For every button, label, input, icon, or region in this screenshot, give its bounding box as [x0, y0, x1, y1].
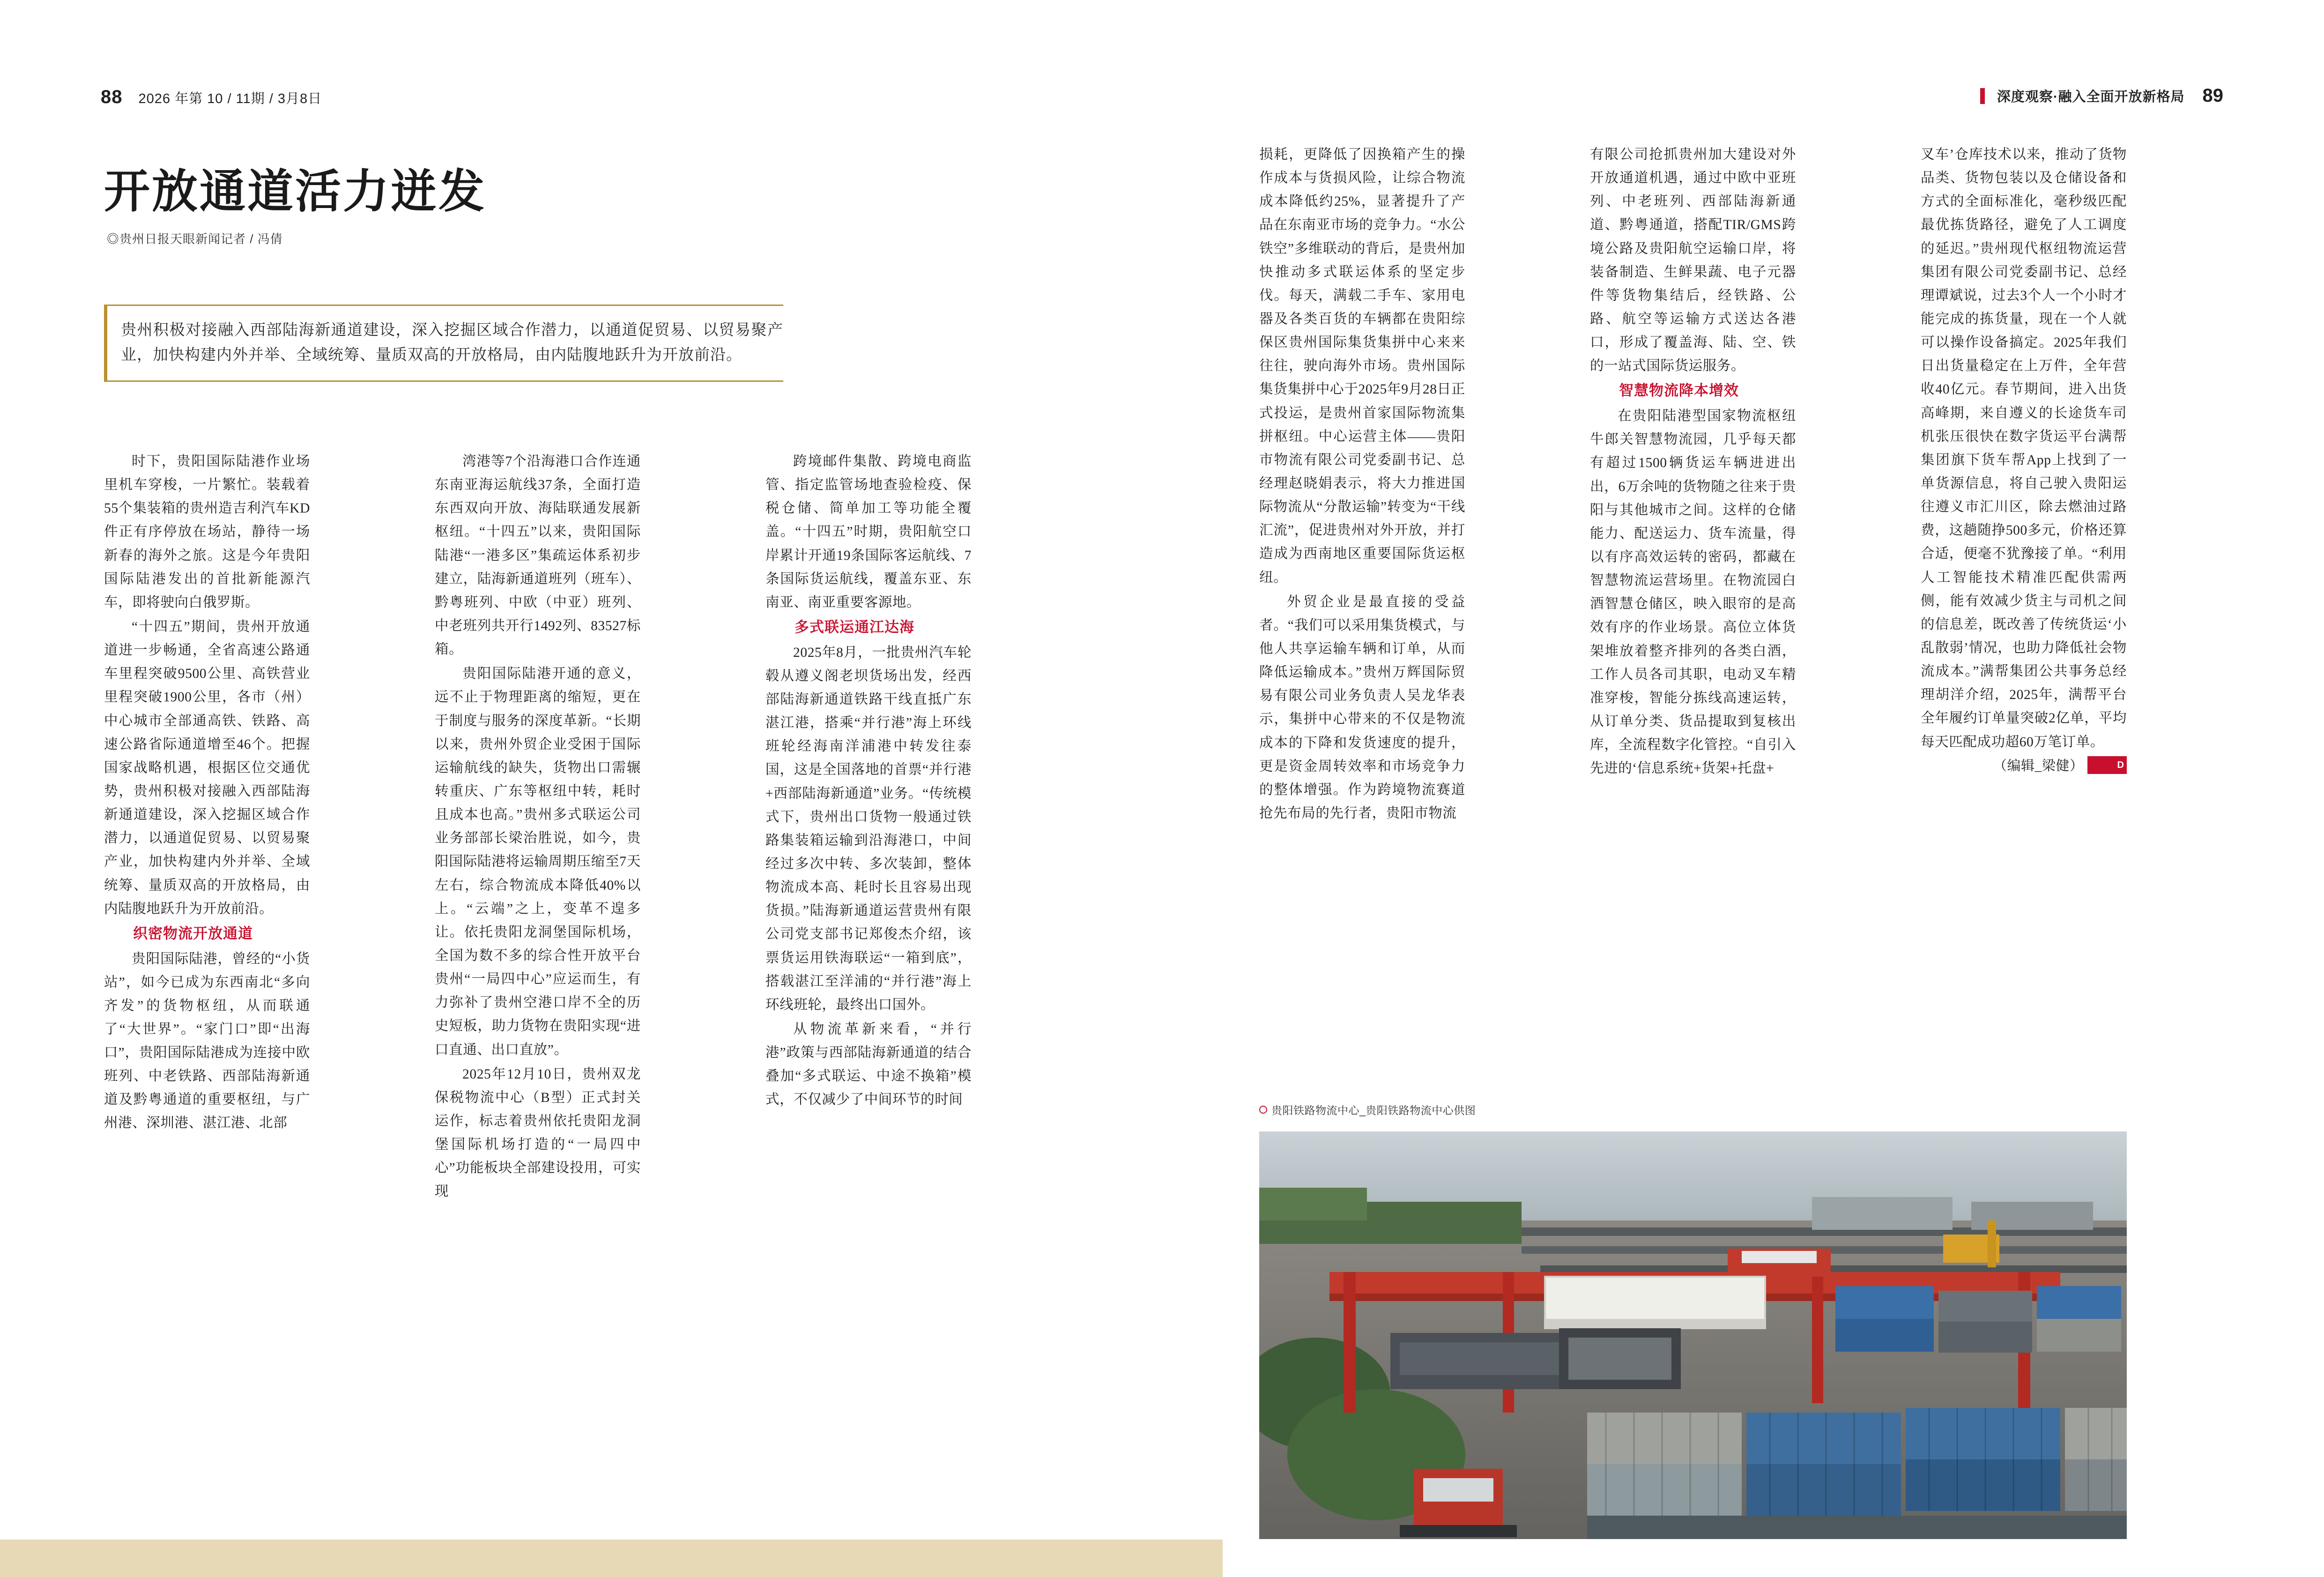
paragraph: 叉车’仓库技术以来，推动了货物品类、货物包装以及仓储设备和方式的全面标准化，毫秒级匹配最优拣货路径，避免了人工调度的延迟。”贵州现代枢纽物流运营集团有限公司党委副书记、总经理谭斌说，过去3个人一个小时才能完成的拣货量，现在一个人就可以操作设备搞定。2025年我们日出货量稳定在上万件，全年营收40亿元。春节期间，进入出货高峰期，来自遵义的长途货车司机张压很快在数字货运平台满帮集团旗下货车帮App上找到了一单货源信息，将自己驶入贵阳运往遵义市汇川区，除去燃油过路费，这趟随挣500多元，价格还算合适，便毫不犹豫接了单。“利用人工智能技术精准匹配供需两侧，能有效减少货主与司机之间的信息差，既改善了传统货运‘小乱散弱’情况，也助力降低社会物流成本。”满帮集团公共事务总经理胡洋介绍，2025年，满帮平台全年履约订单量突破2亿单，平均每天匹配成功超60万笔订单。: [1921, 147, 2127, 750]
lead-text: 贵州积极对接融入西部陆海新通道建设，深入挖掘区域合作潜力，以通道促贸易、以贸易聚产业，加快构建内外并举、全域统筹、量质双高的开放格局，由内陆腹地跃升为开放前沿。: [121, 322, 783, 364]
editor-badge: D: [2087, 756, 2127, 774]
paragraph: 损耗，更降低了因换箱产生的操作成本与货损风险，让综合物流成本降低约25%，显著提升了产品在东南亚市场的竞争力。“水公铁空”多维联动的背后，是贵州加快推动多式联运体系的坚定步伐。每天，满载二手车、家用电器及各类百货的车辆都在贵阳综保区贵州国际集货集拼中心来来往往，驶向海外市场。贵州国际集货集拼中心于2025年9月28日正式投运，是贵州首家国际物流集拼枢纽。中心运营主体——贵阳市物流有限公司党委副书记、总经理赵晓娟表示，将大力推进国际物流从“分散运输”转变为“干线汇流”，促进贵州对外开放，并打造成为西南地区重要国际货运枢纽。: [1259, 147, 1465, 585]
editor-note-text: （编辑_梁健）: [1993, 758, 2084, 774]
paragraph: 2025年12月10日，贵州双龙保税物流中心（B型）正式封关运作，标志着贵州依托贵阳龙洞堡国际机场打造的“一局四中心”功能板块全部建设投用，可实现: [435, 1066, 641, 1199]
paragraph: 在贵阳陆港型国家物流枢纽牛郎关智慧物流园，几乎每天都有超过1500辆货运车辆进进出出，6万余吨的货物随之往来于贵阳与其他城市之间。这样的仓储能力、配送运力、货车流量，得以有序高效运转的密码，都藏在智慧物流运营场里。在物流园白酒智慧仓储区，映入眼帘的是高效有序的作业场景。高位立体货架堆放着整齐排列的各类白酒，工作人员各司其职，电动叉车精准穿梭，智能分拣线高速运转，从订单分类、货品提取到复核出库，全流程数字化管控。“自引入先进的‘信息系统+货架+托盘+: [1590, 409, 1796, 776]
paragraph: 时下，贵阳国际陆港作业场里机车穿梭，一片繁忙。装载着55个集装箱的贵州造吉利汽车KD件正有序停放在场站，静待一场新春的海外之旅。这是今年贵阳国际陆港发出的首批新能源汽车，即将驶向白俄罗斯。: [104, 454, 310, 610]
lead-accent-bar: [104, 306, 107, 380]
byline: ◎贵州日报天眼新闻记者 / 冯倩: [107, 232, 283, 246]
paragraph: “十四五”期间，贵州开放通道进一步畅通，全省高速公路通车里程突破9500公里、高铁营业里程突破1900公里，各市（州）中心城市全部通高铁、铁路、高速公路省际通道增至46个。把握国家战略机遇，根据区位交通优势，贵州积极对接融入西部陆海新通道建设，深入挖掘区域合作潜力，以通道促贸易、以贸易聚产业，加快构建内外并举、全域统筹、量质双高的开放格局，由内陆腹地跃升为开放前沿。: [104, 619, 310, 916]
photo-illustration: [1259, 1131, 2127, 1539]
paragraph: 跨境邮件集散、跨境电商监管、指定监管场地查验检疫、保税仓储、简单加工等功能全覆盖。“十四五”时期，贵阳航空口岸累计开通19条国际客运航线、7条国际货运航线，覆盖东亚、东南亚、南亚重要客源地。: [765, 454, 972, 610]
photo-caption: [1259, 1102, 1476, 1117]
left-page-header: [101, 87, 322, 108]
paragraph: 贵阳国际陆港，曾经的“小货站”，如今已成为东西南北“多向齐发”的货物枢纽，从而联通了“大世界”。“家门口”即“出海口”，贵阳国际陆港成为连接中欧班列、中老铁路、西部陆海新通道及黔粤通道的重要枢纽，与广州港、深圳港、湛江港、北部: [104, 951, 310, 1131]
paragraph: 有限公司抢抓贵州加大建设对外开放通道机遇，通过中欧中亚班列、中老班列、西部陆海新通道、黔粤通道，搭配TIR/GMS跨境公路及贵阳航空运输口岸，将装备制造、生鲜果蔬、电子元器件等货物集结后，经铁路、公路、航空等运输方式送达各港口，形成了覆盖海、陆、空、铁的一站式国际货运服务。: [1590, 147, 1796, 374]
page-number-right: 89: [2202, 85, 2223, 106]
text-column-1: [104, 450, 310, 1136]
text-column-3: [765, 450, 972, 1112]
paragraph: 外贸企业是最直接的受益者。“我们可以采用集货模式，与他人共享运输车辆和订单，从而降低运输成本。”贵州万辉国际贸易有限公司业务负责人吴龙华表示，集拼中心带来的不仅是物流成本的下降和发货速度的提升，更是资金周转效率和市场竞争力的整体增强。作为跨境物流赛道抢先布局的先行者，贵阳市物流: [1259, 594, 1465, 821]
railway-container-yard-photo: [1259, 1131, 2127, 1539]
subheading-2: 多式联运通江达海: [794, 618, 914, 635]
paragraph: 2025年8月，一批贵州汽车轮毂从遵义阁老坝货场出发，经西部陆海新通道铁路干线直抵广东湛江港，搭乘“并行港”海上环线班轮经海南洋浦港中转发往泰国，这是全国落地的首票“并行港+西部陆海新通道”业务。“传统模式下，贵州出口货物一般通过铁路集装箱运输到沿海港口，中间经过多次中转、多次装卸，整体物流成本高、耗时长且容易出现货损。”陆海新通道运营贵州有限公司党支部书记郑俊杰介绍，该票货运用铁海联运“一箱到底”，搭载湛江至洋浦的“并行港”海上环线班轮，最终出口国外。: [765, 645, 972, 1012]
issue-line: 2026 年第 10 / 11期 / 3月8日: [138, 91, 322, 106]
lead-abstract: [104, 305, 783, 382]
text-column-5: [1590, 143, 1796, 781]
subheading-1: 织密物流开放通道: [133, 925, 253, 942]
text-column-4: [1259, 143, 1465, 826]
page-number-left: 88: [101, 87, 123, 107]
paragraph: 湾港等7个沿海港口合作连通东南亚海运航线37条，全面打造东西双向开放、海陆联通发展新枢纽。“十四五”以来，贵阳国际陆港“一港多区”集疏运体系初步建立，陆海新通道班列（班车）、黔粤班列、中欧（中亚）班列、中老班列共开行1492列、83527标箱。: [435, 454, 641, 657]
bottom-bleed-band-right: [1223, 1540, 2324, 1577]
text-column-6: [1921, 143, 2127, 779]
paragraph: 从物流革新来看，“并行港”政策与西部陆海新通道的结合叠加“多式联运、中途不换箱”模式，不仅减少了中间环节的时间: [765, 1021, 972, 1108]
right-page-header: [1980, 85, 2223, 106]
photo-caption-text: 贵阳铁路物流中心_贵阳铁路物流中心供图: [1271, 1104, 1476, 1116]
subheading-3: 智慧物流降本增效: [1619, 382, 1739, 399]
section-marker-icon: [1980, 88, 1985, 104]
editor-note: [1921, 755, 2127, 778]
text-column-2: [435, 450, 641, 1205]
photo-figure: [1259, 1131, 2127, 1539]
section-label: 深度观察·融入全面开放新格局: [1997, 89, 2185, 104]
paragraph: 贵阳国际陆港开通的意义，远不止于物理距离的缩短，更在于制度与服务的深度革新。“长期以来，贵州外贸企业受困于国际运输航线的缺失，货物出口需辗转重庆、广东等枢纽中转，耗时且成本也高。”贵州多式联运公司业务部部长梁治胜说，如今，贵阳国际陆港将运输周期压缩至7天左右，综合物流成本降低40%以上。“云端”之上，变革不遑多让。依托贵阳龙洞堡国际机场，全国为数不多的综合性开放平台贵州“一局四中心”应运而生，有力弥补了贵州空港口岸不全的历史短板，助力货物在贵阳实现“进口直通、出口直放”。: [435, 666, 641, 1057]
page-title: 开放通道活力迸发: [104, 167, 487, 217]
bottom-bleed-band: [0, 1540, 1223, 1577]
caption-bullet-icon: [1259, 1106, 1267, 1114]
